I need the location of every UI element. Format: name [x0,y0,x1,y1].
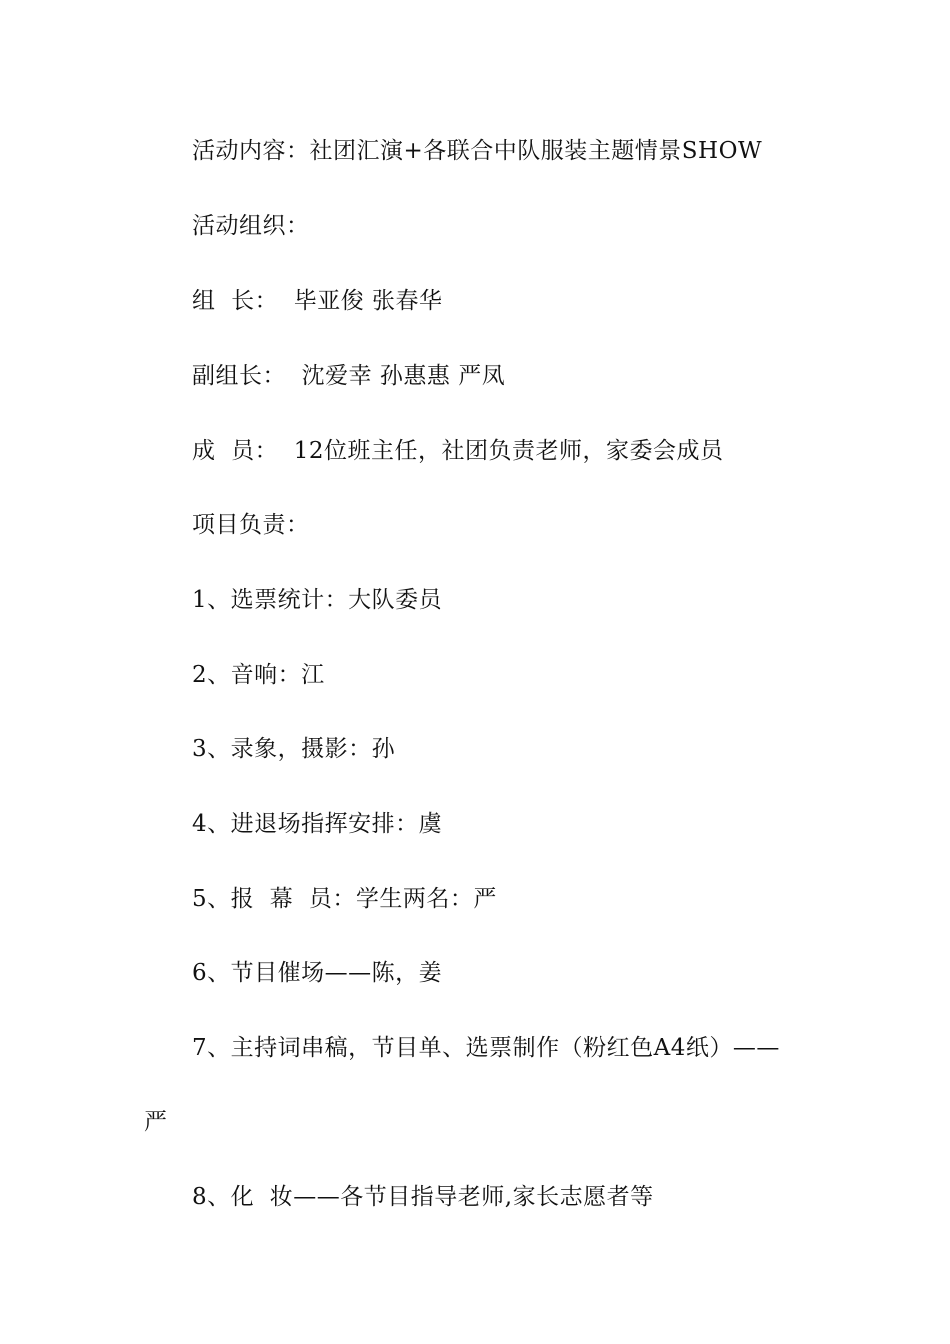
activity-content-line: 活动内容：社团汇演+各联合中队服装主题情景SHOW [192,138,763,164]
project-responsibility-heading: 项目负责： [192,512,310,538]
list-item-video-photo: 3、录象，摄影：孙 [192,736,396,762]
activity-organization-heading: 活动组织： [192,213,310,239]
list-item-host-script-continued: 严 [144,1109,168,1135]
deputy-leader-line: 副组长： 沈爱幸 孙惠惠 严凤 [192,363,506,389]
list-item-stage-call: 6、节目催场——陈，姜 [192,960,443,986]
list-item-ballot-counting: 1、选票统计：大队委员 [192,587,443,613]
list-item-host-script: 7、主持词串稿，节目单、选票制作（粉红色A4纸）—— [192,1035,780,1061]
list-item-audio: 2、音响：江 [192,662,325,688]
list-item-announcer: 5、报 幕 员：学生两名：严 [192,886,497,912]
members-line: 成 员： 12位班主任，社团负责老师，家委会成员 [192,438,724,464]
list-item-makeup: 8、化 妆——各节目指导老师,家长志愿者等 [192,1184,654,1210]
team-leader-line: 组 长： 毕亚俊 张春华 [192,288,443,314]
list-item-entry-exit: 4、进退场指挥安排：虞 [192,811,443,837]
